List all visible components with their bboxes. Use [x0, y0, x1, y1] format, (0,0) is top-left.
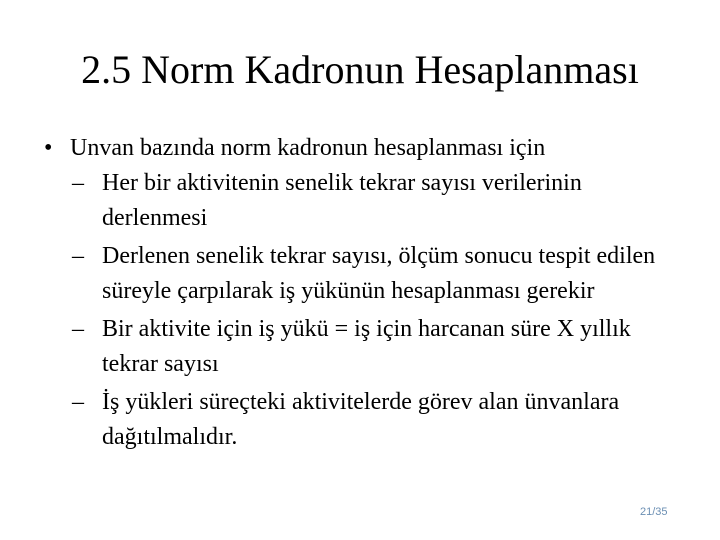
sub-bullet-item [72, 385, 682, 455]
sub-bullet-text: Derlenen senelik tekrar sayısı, ölçüm sonucu tespit edilen süreyle çarpılarak iş yükünün hesaplanması gerekir [102, 243, 656, 304]
sub-bullet-item [72, 239, 682, 309]
slide-title: 2.5 Norm Kadronun Hesaplanması [81, 47, 639, 92]
bullet-marker: • [44, 135, 53, 161]
sub-bullet-item [72, 312, 682, 382]
dash-marker: – [72, 170, 84, 196]
sub-bullet-text: Bir aktivite için iş yükü = iş için harcanan süre X yıllık tekrar sayısı [102, 316, 631, 377]
sub-bullet-text: Her bir aktivitenin senelik tekrar sayısı verilerinin derlenmesi [102, 170, 582, 231]
sub-bullet-text: İş yükleri süreçteki aktivitelerde görev alan ünvanlara dağıtılmalıdır. [102, 389, 620, 450]
dash-marker: – [72, 243, 84, 269]
sub-bullet-list [72, 166, 682, 458]
sub-bullet-item [72, 166, 682, 236]
dash-marker: – [72, 316, 84, 342]
bullet-text: Unvan bazında norm kadronun hesaplanması için [70, 135, 546, 161]
page-number: 21/35 [640, 506, 668, 518]
dash-marker: – [72, 389, 84, 415]
